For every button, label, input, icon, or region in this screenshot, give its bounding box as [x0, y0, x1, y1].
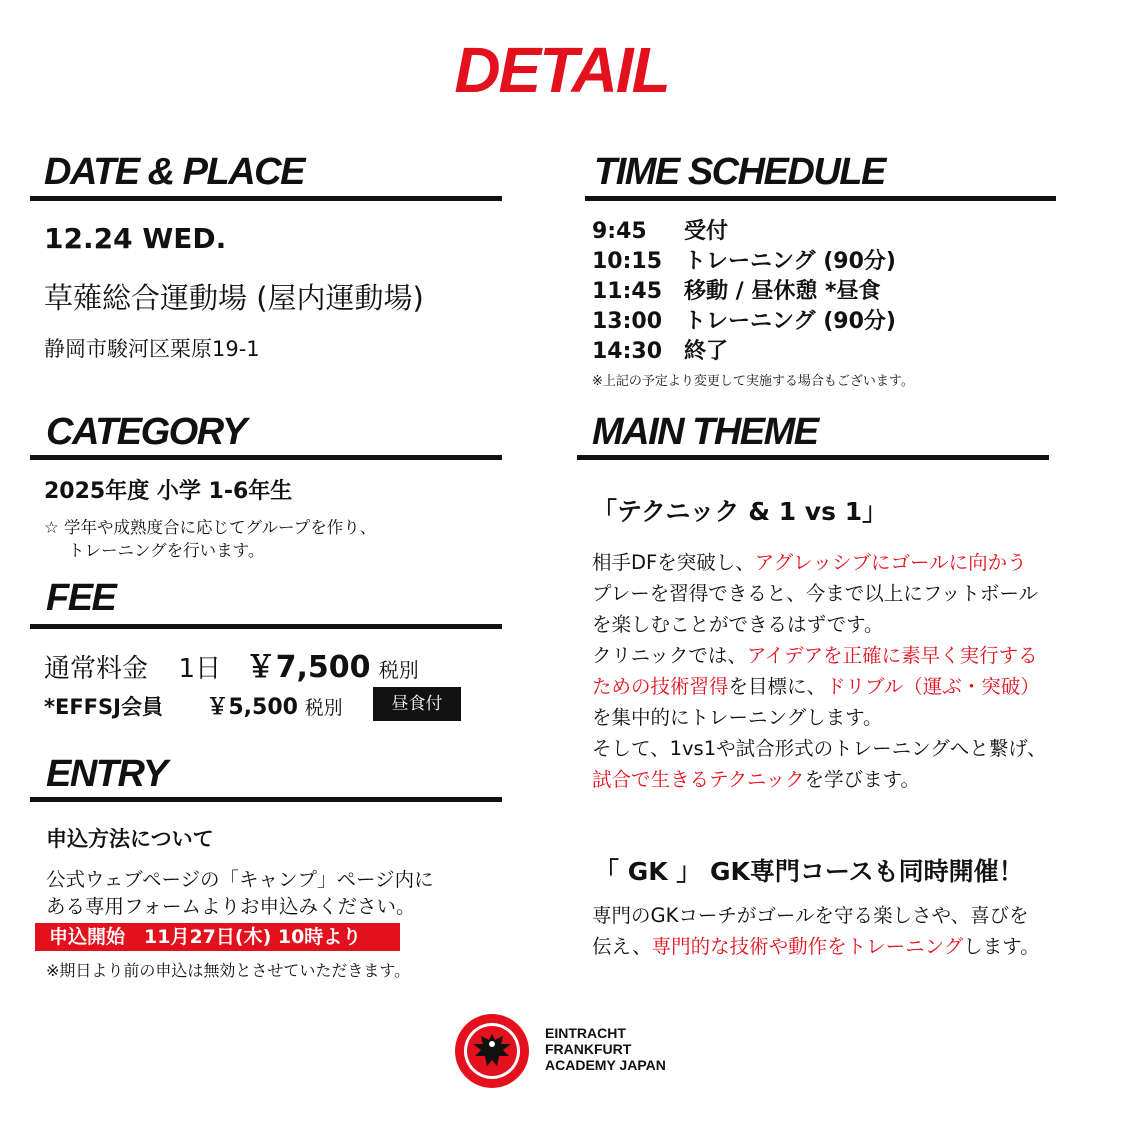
category-rule	[30, 455, 502, 460]
fee-member-row	[44, 690, 343, 721]
event-date: 12.24 WED.	[44, 222, 227, 255]
fee-member-label: *EFFSJ会員	[44, 695, 163, 719]
fee-regular-label: 通常料金	[44, 654, 149, 684]
fee-regular-row	[44, 642, 419, 686]
theme-text: 相手DFを突破し、	[592, 551, 755, 574]
category-note-line2: トレーニングを行います。	[68, 541, 265, 560]
fee-regular-price: ￥7,500	[245, 650, 371, 685]
theme-highlight: ための技術習得	[592, 675, 729, 698]
schedule-row	[592, 304, 896, 335]
schedule-label: 受付	[684, 219, 729, 244]
theme-highlight: アグレッシブにゴールに向かう	[754, 551, 1027, 574]
theme-line	[592, 640, 1046, 671]
gk-line	[592, 931, 1040, 962]
schedule-time: 10:15	[592, 249, 663, 274]
theme-headline: 「テクニック & 1 vs 1」	[592, 497, 888, 526]
entry-rule	[30, 797, 502, 802]
theme-highlight: 試合で生きるテクニック	[592, 768, 805, 791]
logo-line1: EINTRACHT	[545, 1025, 626, 1041]
venue-name: 草薙総合運動場 (屋内運動場)	[44, 281, 424, 315]
entry-heading: ENTRY	[46, 753, 167, 795]
fee-heading: FEE	[46, 577, 116, 619]
eagle-crest-svg	[455, 1014, 529, 1088]
theme-line	[592, 764, 1046, 795]
schedule-label: トレーニング (90分)	[684, 249, 896, 274]
gk-line: 専門のGKコーチがゴールを守る楽しさや、喜びを	[592, 904, 1029, 927]
schedule-time: 13:00	[592, 309, 663, 334]
schedule-rule	[585, 196, 1056, 201]
theme-line	[592, 547, 1046, 578]
gk-headline: 「 GK 」 GK専門コースも同時開催！	[594, 857, 1024, 886]
theme-text: を目標に、	[728, 675, 827, 698]
schedule-time: 9:45	[592, 219, 647, 244]
gk-text: 伝え、	[592, 935, 652, 958]
theme-heading: MAIN THEME	[592, 411, 818, 453]
schedule-row	[592, 244, 896, 275]
schedule-row	[592, 274, 881, 305]
fee-regular-tax: 税別	[378, 658, 419, 682]
entry-line1: 公式ウェブページの「キャンプ」ページ内に	[46, 868, 434, 891]
page-title: DETAIL	[454, 34, 669, 106]
gk-body	[592, 900, 1040, 962]
fee-member-price: ￥5,500	[206, 695, 298, 720]
entry-subtitle: 申込方法について	[46, 827, 214, 851]
entry-start-bar: 申込開始 11月27日(木) 10時より	[35, 923, 400, 951]
gk-text: します。	[963, 935, 1040, 958]
category-grade: 2025年度 小学 1-6年生	[44, 479, 293, 504]
fee-member-tax: 税別	[304, 697, 343, 719]
eagle-crest-icon	[455, 1014, 529, 1088]
schedule-row	[592, 214, 728, 245]
category-heading: CATEGORY	[46, 411, 246, 453]
schedule-time: 14:30	[592, 339, 663, 364]
lunch-included-badge: 昼食付	[373, 687, 461, 721]
fee-rule	[30, 624, 502, 629]
theme-rule	[577, 455, 1049, 460]
logo-line3: ACADEMY JAPAN	[545, 1057, 666, 1073]
theme-body	[592, 547, 1046, 795]
schedule-label: 移動 / 昼休憩 *昼食	[684, 279, 881, 304]
theme-highlight: アイデアを正確に素早く実行する	[746, 644, 1038, 667]
category-note-line1: ☆ 学年や成熟度合に応じてグループを作り、	[44, 518, 377, 537]
theme-line: プレーを習得できると、今まで以上にフットボール	[592, 582, 1038, 605]
theme-line: そして、1vs1や試合形式のトレーニングへと繋げ、	[592, 737, 1047, 760]
theme-text: クリニックでは、	[592, 644, 747, 667]
logo-wordmark	[545, 1025, 666, 1073]
fee-regular-day: 1日	[178, 654, 222, 684]
date-place-heading: DATE & PLACE	[44, 151, 304, 193]
schedule-time: 11:45	[592, 279, 663, 304]
schedule-heading: TIME SCHEDULE	[594, 151, 885, 193]
theme-line	[592, 671, 1046, 702]
gk-highlight: 専門的な技術や動作をトレーニング	[651, 935, 964, 958]
entry-note: ※期日より前の申込は無効とさせていただきます。	[46, 961, 411, 980]
schedule-note: ※上記の予定より変更して実施する場合もございます。	[592, 374, 914, 389]
schedule-label: トレーニング (90分)	[684, 309, 896, 334]
date-place-rule	[30, 196, 502, 201]
theme-line: を楽しむことができるはずです。	[592, 613, 884, 636]
venue-address: 静岡市駿河区栗原19-1	[44, 337, 260, 361]
theme-highlight: ドリブル（運ぶ・突破）	[826, 675, 1040, 698]
schedule-label: 終了	[684, 339, 729, 364]
schedule-row	[592, 334, 728, 365]
theme-text: を学びます。	[804, 768, 921, 791]
theme-line: を集中的にトレーニングします。	[592, 706, 883, 729]
logo-line2: FRANKFURT	[545, 1041, 632, 1057]
entry-line2: ある専用フォームよりお申込みください。	[46, 895, 416, 918]
